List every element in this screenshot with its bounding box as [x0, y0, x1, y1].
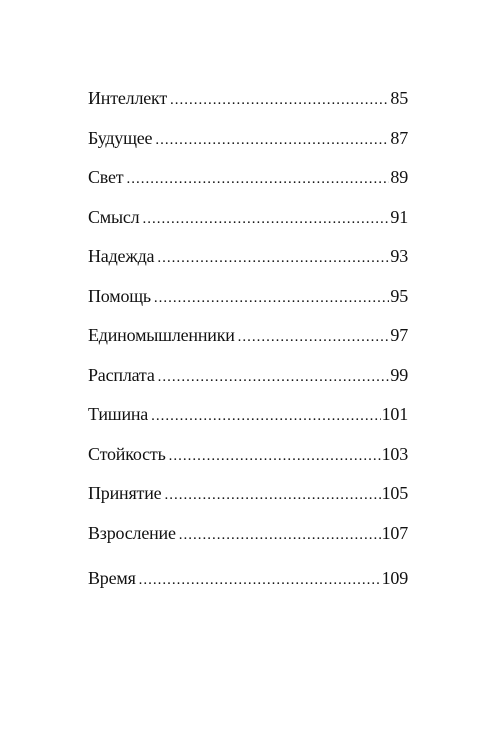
toc-page-number: 103: [381, 443, 408, 464]
toc-entry-time: [88, 566, 408, 606]
toc-entry-title: Время: [88, 568, 136, 588]
table-of-contents: [88, 86, 408, 606]
toc-page-number: 89: [390, 167, 408, 187]
toc-entry-title: Смысл: [88, 206, 140, 227]
toc-entry-title: Свет: [88, 167, 124, 187]
toc-entry-title: Принятие: [88, 483, 162, 503]
toc-page-number: 97: [390, 325, 408, 345]
dot-leader: [155, 128, 389, 152]
toc-entry-growing-up: [88, 521, 408, 561]
toc-page-number: 87: [390, 127, 408, 148]
dot-leader: [139, 568, 381, 592]
dot-leader: [170, 88, 389, 112]
toc-entry-title: Интеллект: [88, 88, 168, 108]
toc-entry-silence: [88, 402, 408, 442]
toc-page-number: 105: [381, 483, 408, 503]
toc-entry-light: [88, 165, 408, 205]
toc-page-number: 107: [381, 522, 408, 543]
toc-page-number: 101: [381, 404, 408, 424]
toc-page-number: 109: [381, 568, 408, 588]
toc-page-number: 85: [390, 88, 408, 108]
toc-entry-title: Надежда: [88, 246, 155, 266]
toc-entry-title: Будущее: [88, 127, 153, 148]
toc-entry-future: [88, 126, 408, 166]
toc-entry-payback: [88, 363, 408, 403]
toc-entry-meaning: [88, 205, 408, 245]
dot-leader: [158, 365, 390, 389]
toc-entry-title: Взросление: [88, 522, 176, 543]
toc-entry-like-minded: [88, 323, 408, 363]
dot-leader: [164, 483, 380, 507]
toc-entry-title: Тишина: [88, 404, 149, 424]
toc-entry-title: Помощь: [88, 285, 151, 306]
toc-entry-hope: [88, 244, 408, 284]
toc-page-number: 95: [390, 285, 408, 306]
toc-entry-title: Единомышленники: [88, 325, 235, 345]
dot-leader: [179, 523, 381, 547]
dot-leader: [169, 444, 381, 468]
toc-entry-acceptance: [88, 481, 408, 521]
dot-leader: [151, 404, 380, 428]
toc-entry-title: Расплата: [88, 364, 155, 385]
toc-page-number: 99: [390, 364, 408, 385]
dot-leader: [154, 286, 389, 310]
toc-page-number: 93: [390, 246, 408, 266]
dot-leader: [238, 325, 390, 349]
toc-entry-intellect: [88, 86, 408, 126]
toc-entry-resilience: [88, 442, 408, 482]
toc-entry-help: [88, 284, 408, 324]
toc-entry-title: Стойкость: [88, 443, 166, 464]
dot-leader: [157, 246, 389, 270]
dot-leader: [126, 167, 389, 191]
dot-leader: [142, 207, 389, 231]
toc-page-number: 91: [390, 206, 408, 227]
